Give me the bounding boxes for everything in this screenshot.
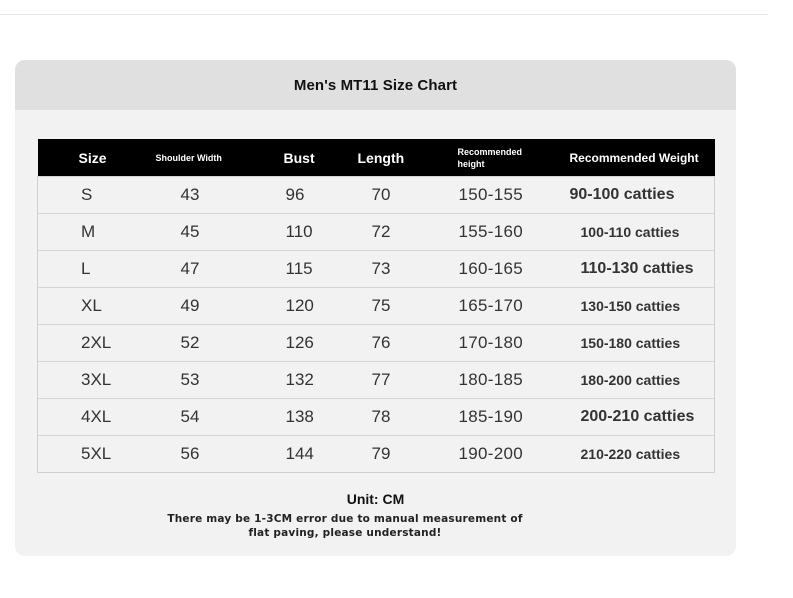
cell-height: 150-155 <box>456 177 562 214</box>
header-length: Length <box>356 139 456 177</box>
header-recommended-height <box>456 139 562 177</box>
cell-weight: 180-200 catties <box>562 362 715 399</box>
cell-shoulder: 54 <box>156 399 270 436</box>
cell-weight: 150-180 catties <box>562 325 715 362</box>
cell-weight: 90-100 catties <box>562 177 715 214</box>
cell-shoulder: 52 <box>156 325 270 362</box>
cell-weight: 210-220 catties <box>562 436 715 473</box>
cell-length: 70 <box>356 177 456 214</box>
cell-length: 72 <box>356 214 456 251</box>
table-row <box>38 177 715 214</box>
cell-shoulder: 43 <box>156 177 270 214</box>
cell-bust: 132 <box>270 362 356 399</box>
cell-bust: 110 <box>270 214 356 251</box>
cell-length: 78 <box>356 399 456 436</box>
cell-size: 2XL <box>38 325 156 362</box>
header-bust: Bust <box>270 139 356 177</box>
cell-size: 5XL <box>38 436 156 473</box>
cell-height: 185-190 <box>456 399 562 436</box>
header-recommended-weight: Recommended Weight <box>562 139 715 177</box>
table-row <box>38 436 715 473</box>
cell-bust: 96 <box>270 177 356 214</box>
table-row <box>38 399 715 436</box>
size-table <box>37 139 715 473</box>
cell-length: 73 <box>356 251 456 288</box>
cell-bust: 138 <box>270 399 356 436</box>
cell-shoulder: 45 <box>156 214 270 251</box>
cell-length: 75 <box>356 288 456 325</box>
cell-shoulder: 47 <box>156 251 270 288</box>
cell-height: 165-170 <box>456 288 562 325</box>
cell-size: 4XL <box>38 399 156 436</box>
cell-bust: 126 <box>270 325 356 362</box>
cell-shoulder: 56 <box>156 436 270 473</box>
cell-size: S <box>38 177 156 214</box>
cell-height: 160-165 <box>456 251 562 288</box>
cell-weight: 100-110 catties <box>562 214 715 251</box>
header-size: Size <box>38 139 156 177</box>
cell-bust: 120 <box>270 288 356 325</box>
cell-shoulder: 53 <box>156 362 270 399</box>
cell-shoulder: 49 <box>156 288 270 325</box>
cell-length: 77 <box>356 362 456 399</box>
cell-weight: 200-210 catties <box>562 399 715 436</box>
table-row <box>38 362 715 399</box>
top-divider <box>0 14 768 15</box>
cell-height: 180-185 <box>456 362 562 399</box>
cell-bust: 144 <box>270 436 356 473</box>
table-row <box>38 214 715 251</box>
cell-height: 155-160 <box>456 214 562 251</box>
cell-size: 3XL <box>38 362 156 399</box>
cell-height: 190-200 <box>456 436 562 473</box>
cell-length: 79 <box>356 436 456 473</box>
header-recommended-height-label: Recommended height <box>457 146 523 169</box>
table-row <box>38 288 715 325</box>
cell-size: XL <box>38 288 156 325</box>
cell-length: 76 <box>356 325 456 362</box>
cell-weight: 110-130 catties <box>562 251 715 288</box>
cell-bust: 115 <box>270 251 356 288</box>
table-row <box>38 325 715 362</box>
table-header-row <box>38 139 715 177</box>
header-shoulder-width: Shoulder Width <box>156 139 270 177</box>
card-header <box>15 60 736 110</box>
measurement-note: There may be 1-3CM error due to manual measurement of flat paving, please understand! <box>167 513 523 539</box>
cell-size: L <box>38 251 156 288</box>
size-chart-card <box>15 60 736 556</box>
unit-label: Unit: CM <box>346 491 405 507</box>
cell-weight: 130-150 catties <box>562 288 715 325</box>
clipped-top-text <box>278 0 306 6</box>
cell-size: M <box>38 214 156 251</box>
table-row <box>38 251 715 288</box>
chart-title: Men's MT11 Size Chart <box>293 76 458 94</box>
cell-height: 170-180 <box>456 325 562 362</box>
